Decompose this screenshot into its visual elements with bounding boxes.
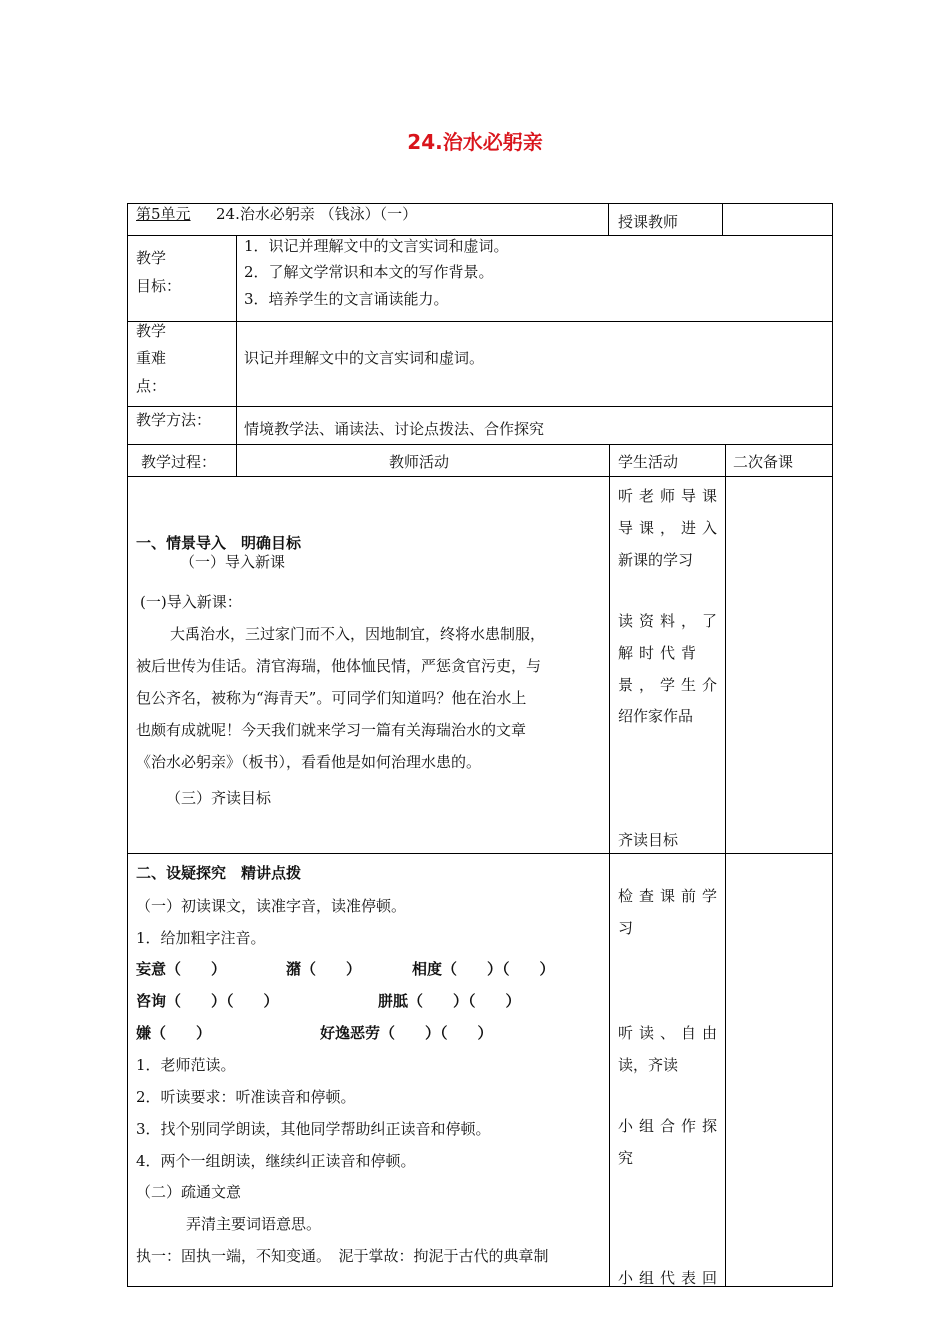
reading-step: 1．老师范读。 xyxy=(136,1056,236,1074)
student-activity-line: 小组合作探 xyxy=(618,1117,724,1135)
student-activity-line: 解时代背 xyxy=(618,644,703,662)
section-2-step-2-text: 弄清主要词语意思。 xyxy=(186,1215,322,1233)
key-label-3: 点： xyxy=(136,377,167,395)
goals-label-2: 目标： xyxy=(136,277,182,295)
student-activity-header: 学生活动 xyxy=(618,453,679,471)
process-label: 教学过程： xyxy=(141,453,217,471)
pinyin-word: 嫌（ ） xyxy=(136,1024,212,1042)
intro-paragraph-line: 大禹治水，三过家门而不入，因地制宜，终将水患制服， xyxy=(170,625,546,643)
student-activity-line: 导课，进入 xyxy=(618,519,724,537)
section-2-heading: 二、设疑探究 精讲点拨 xyxy=(136,864,302,882)
teacher-activity-header: 教师活动 xyxy=(389,453,450,471)
student-activity-line: 检查课前学 xyxy=(618,887,724,905)
section-2-step-1-1: 1．给加粗字注音。 xyxy=(136,929,266,947)
teacher-label: 授课教师 xyxy=(618,213,679,231)
goals-label-1: 教学 xyxy=(136,249,167,267)
intro-paragraph-line: 《治水必躬亲》（板书），看看他是如何治理水患的。 xyxy=(136,753,482,771)
student-activity-line: 听老师导课 xyxy=(618,487,724,505)
student-activity-line: 景，学生介 xyxy=(618,676,724,694)
section-2-step-2: （二）疏通文意 xyxy=(136,1183,242,1201)
student-activity-line: 听读、自由 xyxy=(618,1024,724,1042)
section-1-sub3: （三）齐读目标 xyxy=(166,789,272,807)
pinyin-word: 相度（ ）（ ） xyxy=(412,960,555,978)
student-activity-line: 齐读目标 xyxy=(618,831,679,849)
key-label-1: 教学 xyxy=(136,322,167,340)
student-activity-line: 究 xyxy=(618,1149,634,1167)
pinyin-word: 咨询（ ）（ ） xyxy=(136,992,279,1010)
second-prep-header: 二次备课 xyxy=(733,453,794,471)
section-2-step-1: （一）初读课文，读准字音，读准停顿。 xyxy=(136,897,407,915)
vocabulary-line: 执一：固执一端，不知变通。 泥于掌故：拘泥于古代的典章制 xyxy=(136,1247,549,1265)
page-title: 24.治水必躬亲 xyxy=(407,130,543,154)
student-activity-line: 小组代表回 xyxy=(618,1269,724,1287)
goal-item: 2．了解文学常识和本文的写作背景。 xyxy=(244,263,494,281)
unit-label: 第5单元 xyxy=(136,205,191,223)
goal-item: 1．识记并理解文中的文言实词和虚词。 xyxy=(244,237,509,255)
pinyin-word: 潴（ ） xyxy=(286,960,362,978)
pinyin-word: 胼胝（ ）（ ） xyxy=(378,992,521,1010)
student-activity-line: 习 xyxy=(618,919,634,937)
section-1-heading: 一、情景导入 明确目标 xyxy=(136,534,302,552)
student-activity-line: 读，齐读 xyxy=(618,1056,679,1074)
key-text: 识记并理解文中的文言实词和虚词。 xyxy=(244,349,485,367)
pinyin-word: 好逸恶劳（ ）（ ） xyxy=(320,1024,493,1042)
reading-step: 3．找个别同学朗读，其他同学帮助纠正读音和停顿。 xyxy=(136,1120,491,1138)
intro-paragraph-line: 被后世传为佳话。清官海瑞，他体恤民情，严惩贪官污吏，与 xyxy=(136,657,542,675)
reading-step: 2．听读要求：听准读音和停顿。 xyxy=(136,1088,356,1106)
goal-item: 3．培养学生的文言诵读能力。 xyxy=(244,290,449,308)
intro-paragraph-line: 包公齐名，被称为“海青天”。可同学们知道吗？他在治水上 xyxy=(136,689,527,707)
intro-paragraph-line: 也颇有成就呢！今天我们就来学习一篇有关海瑞治水的文章 xyxy=(136,721,527,739)
section-1-sub: （一）导入新课 xyxy=(180,553,286,571)
student-activity-line: 绍作家作品 xyxy=(618,707,694,725)
reading-step: 4．两个一组朗读，继续纠正读音和停顿。 xyxy=(136,1152,416,1170)
method-label: 教学方法： xyxy=(136,411,212,429)
method-text: 情境教学法、诵读法、讨论点拨法、合作探究 xyxy=(244,420,545,438)
lesson-title: 24.治水必躬亲 （钱泳）（一） xyxy=(216,205,418,223)
key-label-2: 重难 xyxy=(136,349,167,367)
student-activity-line: 读资料，了 xyxy=(618,612,724,630)
pinyin-word: 妄意（ ） xyxy=(136,960,227,978)
section-1-intro: (一)导入新课： xyxy=(140,593,242,611)
student-activity-line: 新课的学习 xyxy=(618,551,694,569)
